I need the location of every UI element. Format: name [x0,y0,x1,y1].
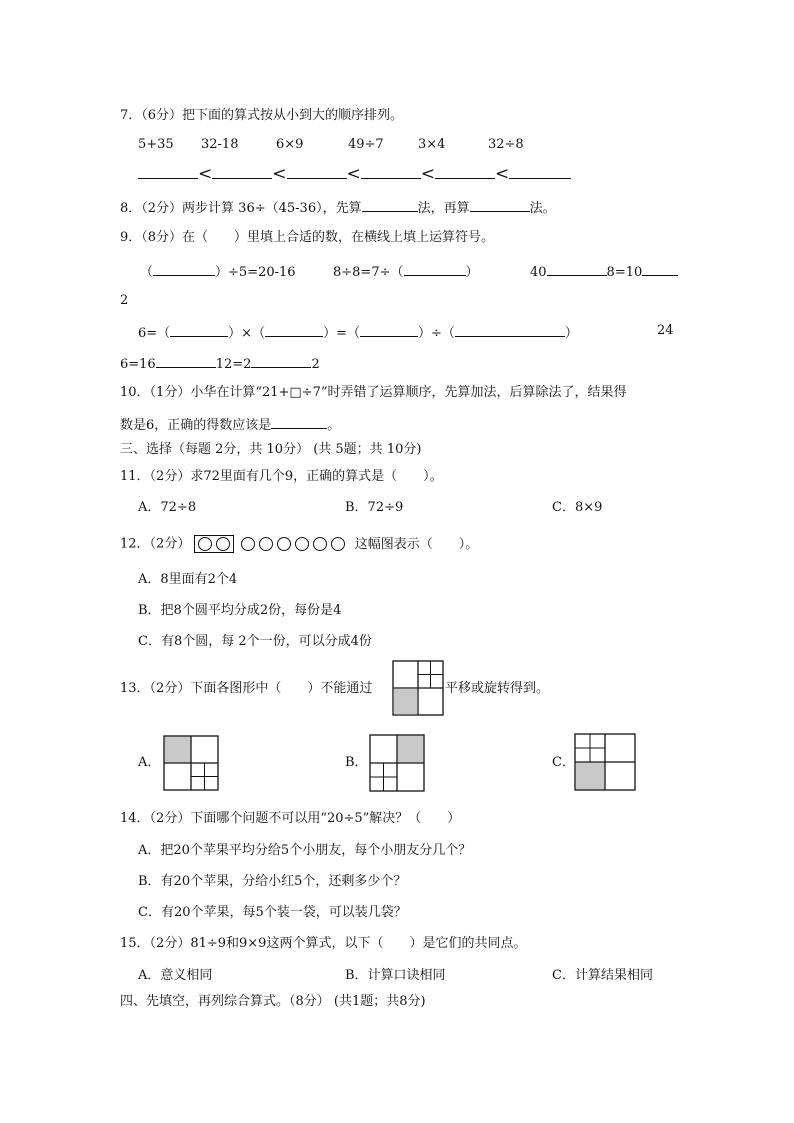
q7-expr: 5+35 [138,137,174,152]
q8-text: 8．（2分）两步计算 36÷（45-36），先算 [120,201,362,216]
answer-blank[interactable] [455,322,565,337]
answer-blank[interactable] [271,414,327,429]
q7-expr: 49÷7 [348,137,384,152]
q10-line1: 10．（1分）小华在计算“21+□÷7”时弄错了运算顺序，先算加法，后算除法了，结果得 [120,385,627,400]
circle-icon [216,537,230,551]
q15-stem: 15．（2分）81÷9和9×9这两个算式，以下（ ）是它们的共同点。 [120,936,527,951]
q9-item-b [333,261,479,282]
q7-stem: 7．（6分）把下面的算式按从小到大的顺序排列。 [120,108,404,123]
option-b-grid-figure[interactable] [369,734,425,792]
answer-blank[interactable] [642,261,678,276]
q13-option-a-label[interactable]: A． [138,755,161,770]
q13-stem: 13．（2分）下面各图形中（ ）不能通过 [120,681,373,696]
option-c-grid-figure[interactable] [574,733,636,791]
q14-option-c[interactable]: C．有20个苹果，每5个装一袋，可以装几袋？ [138,905,407,920]
q8-text: 法。 [529,201,556,216]
answer-blank[interactable] [153,261,215,276]
answer-blank[interactable] [547,261,607,276]
q9-text: 12=2 [215,357,252,372]
less-than-sign: < [495,164,510,184]
answer-blank[interactable] [138,164,198,179]
answer-blank[interactable] [362,197,418,212]
q9-text: （ [140,265,154,280]
q9-text: ） [465,265,479,280]
q12-stem [120,535,478,554]
q12-option-c[interactable]: C．有8个圆，每 2个一份，可以分成4份 [138,634,372,649]
circle-icon [241,537,255,551]
circle-icon [313,537,327,551]
q14-option-b[interactable]: B．有20个苹果，分给小红5个，还剩多少个？ [138,874,407,889]
circle-group-box [194,535,234,553]
less-than-sign: < [198,164,213,184]
q15-option-b[interactable]: B．计算口诀相同 [345,968,446,983]
q12-option-b[interactable]: B．把8个圆平均分成2份，每份是4 [138,603,342,618]
answer-blank[interactable] [251,353,311,368]
q9-stem: 9．（8分）在（ ）里填上合适的数，在横线上填上运算符号。 [120,230,495,245]
section-heading: 四、先填空，再列综合算式。（8分） (共1题；共8分) [120,994,426,1009]
q10-text: 数是6，正确的得数应该是 [120,418,272,433]
answer-blank[interactable] [509,164,571,179]
circle-icon [331,537,345,551]
q7-expr: 3×4 [418,137,446,152]
q11-option-b[interactable]: B．72÷9 [345,500,404,515]
q8-text: 法，再算 [417,201,470,216]
q9-text: 8÷8=7÷（ [333,265,404,280]
answer-blank[interactable] [156,353,216,368]
q11-stem: 11．（2分）求72里面有几个9，正确的算式是（ ）。 [120,469,443,484]
q14-option-a[interactable]: A．把20个苹果平均分给5个小朋友，每个小朋友分几个？ [138,843,472,858]
q9-item-f [120,353,320,374]
q9-text: 2 [311,357,320,372]
circle-icon [259,537,273,551]
reference-grid-figure [392,660,444,716]
q15-option-c[interactable]: C．计算结果相同 [552,968,653,983]
q9-text: 6=16 [120,357,156,372]
q9-text: ）=（ [323,326,360,341]
q11-option-a[interactable]: A．72÷8 [138,500,197,515]
circle-icon [295,537,309,551]
q9-text: 40 [530,265,547,280]
option-a-grid-figure[interactable] [163,735,219,791]
q9-text: ）÷（ [417,326,455,341]
q9-text: ）÷5=20-16 [215,265,296,280]
q13-tail: 平移或旋转得到。 [445,681,550,696]
q9-text: ）×（ [228,326,266,341]
answer-blank[interactable] [435,164,495,179]
answer-blank[interactable] [212,164,272,179]
q7-order-blanks [138,164,571,185]
q9-item-a [140,261,296,282]
answer-blank[interactable] [404,261,466,276]
circle-icon [198,537,212,551]
less-than-sign: < [420,164,435,184]
q10-line2 [120,414,340,435]
q9-text: 8=10 [606,265,643,280]
less-than-sign: < [272,164,287,184]
answer-blank[interactable] [360,322,418,337]
circle-icon [277,537,291,551]
q9-text: 6=（ [138,326,171,341]
answer-blank[interactable] [287,164,347,179]
answer-blank[interactable] [170,322,228,337]
q9-wrap: 2 [120,293,129,308]
answer-blank[interactable] [361,164,421,179]
q11-option-c[interactable]: C．8×9 [552,500,603,515]
q7-expr: 32-18 [201,137,239,152]
answer-blank[interactable] [265,322,323,337]
q12-option-a[interactable]: A．8里面有2个4 [138,572,238,587]
q9-item-e: 24 [657,323,674,338]
less-than-sign: < [346,164,361,184]
q9-text: ） [564,326,578,341]
q12-text: 这幅图表示（ ）。 [354,536,479,552]
q12-text: 12．（2分） [120,536,191,552]
q14-stem: 14．（2分）下面哪个问题不可以用“20÷5”解决？（ ） [120,811,461,826]
q7-expr: 32÷8 [488,137,524,152]
q7-expr: 6×9 [276,137,304,152]
q15-option-a[interactable]: A．意义相同 [138,968,213,983]
answer-blank[interactable] [470,197,530,212]
q9-item-c [530,261,678,282]
q10-text: 。 [327,418,341,433]
q13-option-b-label[interactable]: B． [345,755,368,770]
q8-line [120,197,556,218]
q13-option-c-label[interactable]: C． [552,755,575,770]
section-heading: 三、选择（每题 2分，共 10分） (共 5题；共 10分) [120,442,422,457]
q9-item-d [138,322,578,343]
